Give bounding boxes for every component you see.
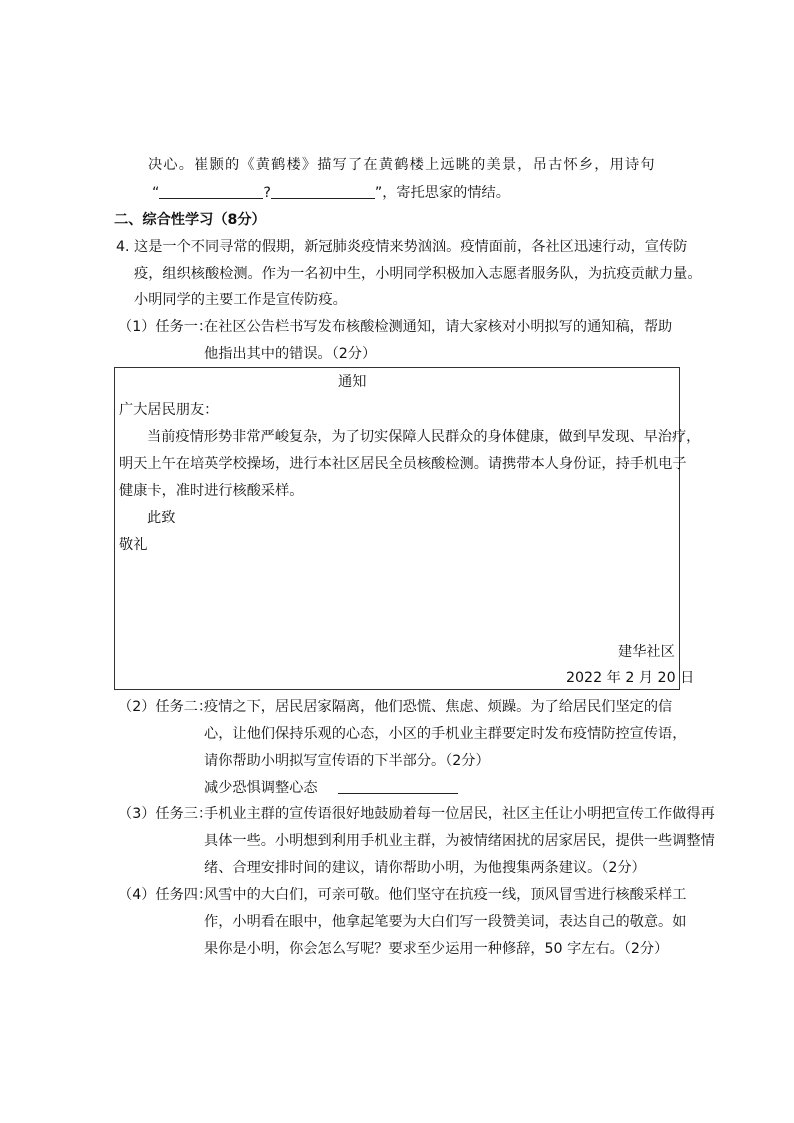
notice-body-line-3: 健康卡，准时进行核酸采样。 [119, 483, 304, 499]
task1-label: （1）任务一： [118, 319, 213, 335]
intro-line-1: 决心。崔颢的《黄鹤楼》描写了在黄鹤楼上远眺的美景，吊古怀乡，用诗句 [148, 157, 656, 173]
open-quote: “ [152, 185, 160, 201]
poem-blank-1[interactable] [159, 184, 263, 199]
close-quote-text: ”，寄托思家的情结。 [374, 185, 510, 201]
notice-salutation: 广大居民朋友： [119, 402, 219, 418]
task4-line-1: 风雪中的大白们，可亲可敬。他们坚守在抗疫一线，顶风冒雪进行核酸采样工 [204, 887, 687, 903]
task2-line-3: 请你帮助小明拟写宣传语的下半部分。（2分） [204, 753, 490, 769]
task2-line-1: 疫情之下，居民居家隔离，他们恐慌、焦虑、烦躁。为了给居民们坚定的信 [204, 699, 673, 715]
slogan-answer-blank[interactable] [338, 779, 458, 794]
notice-signature: 建华社区 [618, 644, 675, 660]
task3-line-2: 具体一些。小明想到利用手机业主群，为被情绪困扰的居家居民，提供一些调整情 [204, 833, 715, 849]
notice-closing-2: 敬礼 [119, 537, 148, 553]
question-mark: ? [263, 185, 271, 201]
notice-closing-1: 此致 [147, 510, 176, 526]
task3-label: （3）任务三： [118, 806, 213, 822]
notice-body-line-2: 明天上午在培英学校操场，进行本社区居民全员核酸检测。请携带本人身份证，持手机电子 [119, 456, 687, 472]
task3-line-3: 绪、合理安排时间的建议，请你帮助小明，为他搜集两条建议。（2分） [204, 860, 646, 876]
q4-line-2: 疫，组织核酸检测。作为一名初中生，小明同学积极加入志愿者服务队，为抗疫贡献力量。 [134, 266, 702, 282]
task4-line-2: 作，小明看在眼中，他拿起笔要为大白们写一段赞美词，表达自己的敬意。如 [204, 914, 687, 930]
task2-label: （2）任务二： [118, 699, 213, 715]
task1-line-2: 他指出其中的错误。（2分） [204, 346, 377, 362]
intro-line-2 [152, 183, 510, 203]
task4-line-3: 果你是小明，你会怎么写呢？要求至少运用一种修辞，50 字左右。（2分） [204, 941, 669, 957]
task3-line-1: 手机业主群的宣传语很好地鼓励着每一位居民，社区主任让小明把宣传工作做得再 [204, 806, 715, 822]
task2-line-2: 心，让他们保持乐观的心态，小区的手机业主群要定时发布疫情防控宣传语， [204, 726, 687, 742]
q4-line-3: 小明同学的主要工作是宣传防疫。 [134, 292, 347, 308]
task2-slogan-line [204, 778, 458, 798]
notice-date: 2022 年 2 月 20 日 [566, 670, 695, 686]
section-heading: 二、综合性学习（8分） [114, 212, 266, 228]
slogan-first-half: 减少恐惧调整心态 [204, 780, 318, 796]
notice-body-line-1: 当前疫情形势非常严峻复杂，为了切实保障人民群众的身体健康，做到早发现、早治疗， [147, 429, 701, 445]
q4-line-1: 4. 这是一个不同寻常的假期，新冠肺炎疫情来势汹汹。疫情面前，各社区迅速行动，宣传防 [116, 239, 688, 255]
task4-label: （4）任务四： [118, 887, 213, 903]
task1-line-1: 在社区公告栏书写发布核酸检测通知，请大家核对小明拟写的通知稿，帮助 [204, 319, 673, 335]
poem-blank-2[interactable] [271, 184, 375, 199]
notice-title: 通知 [338, 374, 367, 390]
